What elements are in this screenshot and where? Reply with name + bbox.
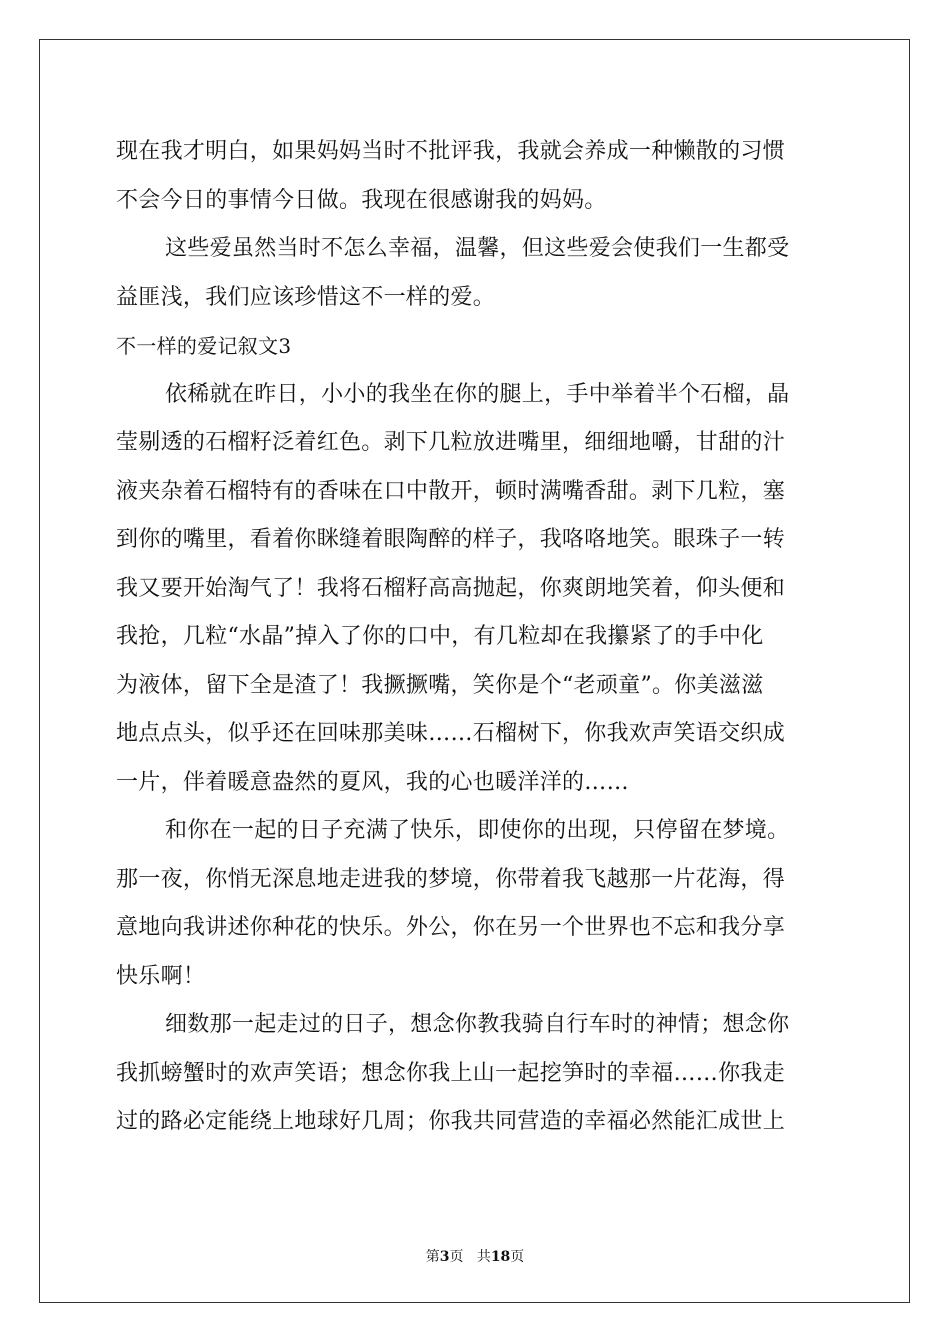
text-line: 依稀就在昨日，小小的我坐在你的腿上，手中举着半个石榴，晶 (165, 381, 790, 407)
text-line: 液夹杂着石榴特有的香味在口中散开，顿时满嘴香甜。剥下几粒，塞 (116, 478, 786, 504)
total-page-number: 18 (490, 1249, 511, 1265)
text-line: 为液体，留下全是渣了！我撅撅嘴，笑你是个“老顽童”。你美滋滋 (116, 672, 764, 698)
page-footer (0, 1247, 950, 1267)
total-label-suffix: 页 (510, 1249, 525, 1265)
text-line: 不会今日的事情今日做。我现在很感谢我的妈妈。 (116, 187, 607, 213)
text-line: 过的路必定能绕上地球好几周；你我共同营造的幸福必然能汇成世上 (116, 1109, 786, 1134)
current-page-number: 3 (439, 1249, 450, 1265)
text-line: 现在我才明白，如果妈妈当时不批评我，我就会养成一种懒散的习惯 (116, 139, 786, 164)
text-line: 我又要开始淘气了！我将石榴籽高高抛起，你爽朗地笑着，仰头便和 (116, 575, 786, 601)
total-label-prefix: 共 (476, 1249, 491, 1265)
page-label-suffix: 页 (449, 1249, 464, 1265)
text-line: 那一夜，你悄无深息地走进我的梦境，你带着我飞越那一片花海，得 (116, 866, 786, 892)
text-line: 到你的嘴里，看着你眯缝着眼陶醉的样子，我咯咯地笑。眼珠子一转 (116, 527, 786, 552)
section-heading: 不一样的爱记叙文3 (116, 334, 292, 358)
text-line: 快乐啊！ (116, 963, 206, 989)
text-line: 我抓螃蟹时的欢声笑语；想念你我上山一起挖笋时的幸福……你我走 (116, 1060, 786, 1086)
text-line: 益匪浅，我们应该珍惜这不一样的爱。 (116, 284, 496, 310)
text-line: 细数那一起走过的日子，想念你教我骑自行车时的神情；想念你 (165, 1012, 790, 1037)
page-label-prefix: 第 (425, 1249, 440, 1265)
text-line: 和你在一起的日子充满了快乐，即使你的出现，只停留在梦境。 (165, 818, 790, 843)
text-line: 一片，伴着暖意盎然的夏风，我的心也暖洋洋的…… (116, 769, 629, 795)
text-line: 莹剔透的石榴籽泛着红色。剥下几粒放进嘴里，细细地嚼，甘甜的汁 (116, 430, 786, 455)
text-line: 这些爱虽然当时不怎么幸福，温馨，但这些爱会使我们一生都受 (165, 236, 790, 261)
text-line: 意地向我讲述你种花的快乐。外公，你在另一个世界也不忘和我分享 (116, 915, 786, 940)
text-line: 地点点头，似乎还在回味那美味……石榴树下，你我欢声笑语交织成 (116, 721, 786, 746)
document-body (116, 128, 836, 1147)
text-line: 我抢，几粒“水晶”掉入了你的口中，有几粒却在我攥紧了的手中化 (116, 624, 764, 649)
